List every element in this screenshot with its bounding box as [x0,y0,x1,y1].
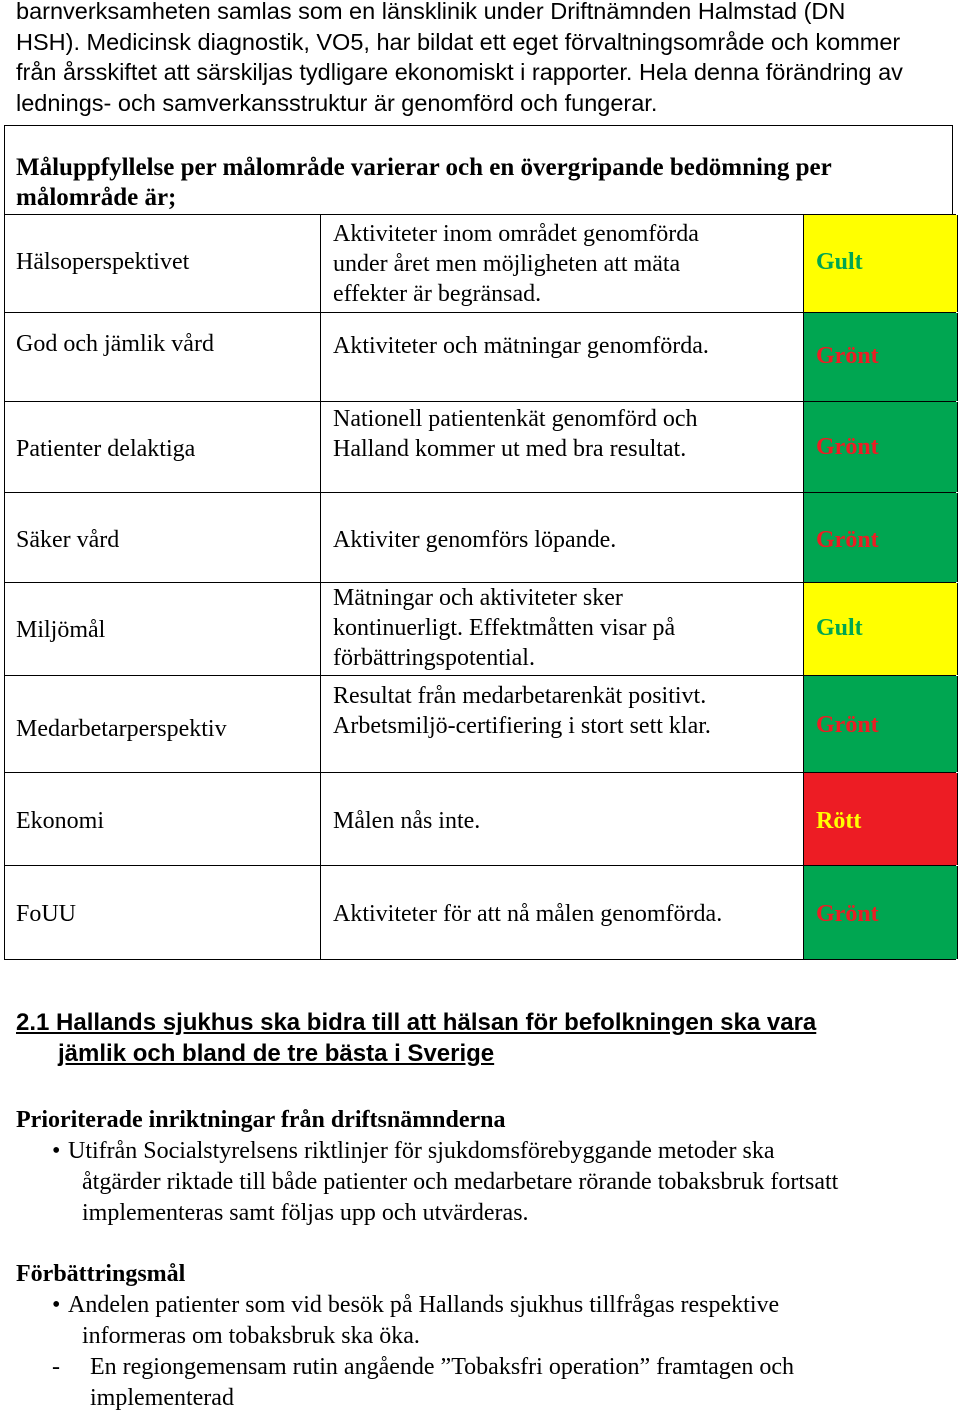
list-item-text: Utifrån Socialstyrelsens riktlinjer för sjukdomsförebyggande metoder ska [68,1138,775,1164]
list-item [16,1290,951,1321]
area-label: Patienter delaktiga [16,436,196,462]
section-heading-line: jämlik och bland de tre bästa i Sverige [58,1040,495,1067]
status-cell-gult [803,583,958,675]
area-label: Hälsoperspektivet [16,249,190,275]
prioriterade-title: Prioriterade inriktningar från driftsnämnderna [16,1107,506,1133]
list-item-text: implementeras samt följas upp och utvärderas. [82,1200,529,1226]
description-line: under året men möjligheten att mäta [333,251,681,277]
assessment-title-line: målområde är; [16,184,177,211]
description-line: förbättringspotential. [333,645,535,671]
table-row [4,866,956,960]
table-row [4,402,956,493]
description-line: Arbetsmiljö-certifiering i stort sett klar. [333,713,711,739]
status-cell-gult [803,215,958,312]
forbattring-list [16,1290,951,1414]
description-cell [320,313,803,401]
description-line: Aktiviter genomförs löpande. [333,527,617,553]
description-cell [320,866,803,959]
intro-paragraph [16,0,951,118]
area-label: Miljömål [16,617,106,643]
status-cell-gront [803,866,958,959]
list-item-text: informeras om tobaksbruk ska öka. [82,1323,420,1349]
status-label: Grönt [816,434,879,460]
area-cell [5,866,319,959]
list-item-continuation [16,1198,951,1229]
description-line: Resultat från medarbetarenkät positivt. [333,683,707,709]
status-label: Grönt [816,527,879,553]
description-line: effekter är begränsad. [333,281,542,307]
description-line: Målen nås inte. [333,808,481,834]
area-label: Säker vård [16,527,120,553]
area-label: God och jämlik vård [16,331,214,357]
list-item-text: åtgärder riktade till både patienter och medarbetare rörande tobaksbruk fortsatt [82,1169,839,1195]
status-label: Gult [816,249,863,275]
area-cell [5,583,319,675]
list-item-text: Andelen patienter som vid besök på Hallands sjukhus tillfrågas respektive [68,1292,780,1318]
description-line: Aktiviteter för att nå målen genomförda. [333,901,723,927]
description-line: Nationell patientenkät genomförd och [333,406,698,432]
area-cell [5,402,319,492]
description-cell [320,402,803,492]
status-label: Grönt [816,343,879,369]
area-cell [5,215,319,312]
bullet-icon: • [52,1138,61,1164]
description-cell [320,773,803,865]
description-line: Halland kommer ut med bra resultat. [333,436,687,462]
forbattring-section [16,1259,951,1414]
list-item-continuation [16,1167,951,1198]
list-item [16,1352,951,1383]
dash-marker: - [52,1354,60,1380]
description-cell [320,676,803,772]
area-label: FoUU [16,901,77,927]
status-label: Grönt [816,712,879,738]
table-row [4,313,956,402]
description-line: Aktiviteter och mätningar genomförda. [333,333,709,359]
assessment-title-line: Måluppfyllelse per målområde varierar och en övergripande bedömning per [16,154,832,181]
table-row [4,493,956,583]
table-row [4,676,956,773]
forbattring-title: Förbättringsmål [16,1261,186,1287]
section-heading-line: 2.1 Hallands sjukhus ska bidra till att hälsan för befolkningen ska vara [16,1009,817,1036]
status-cell-gront [803,402,958,492]
intro-line: barnverksamheten samlas som en länsklinik under Driftnämnden Halmstad (DN [16,0,846,24]
status-cell-gront [803,676,958,772]
description-cell [320,215,803,312]
intro-line: från årsskiftet att särskiljas tydligare ekonomiskt i rapporter. Hela denna förändring av [16,59,903,85]
assessment-title [16,153,936,213]
description-line: Aktiviteter inom området genomförda [333,221,699,247]
list-item-continuation [16,1383,951,1414]
status-label: Gult [816,615,863,641]
list-item [16,1136,951,1167]
area-cell [5,676,319,772]
bullet-icon: • [52,1292,61,1318]
status-cell-rott [803,773,958,865]
status-label: Grönt [816,901,879,927]
list-item-text: En regiongemensam rutin angående ”Tobaksfri operation” framtagen och [90,1354,795,1380]
list-item-text: implementerad [90,1385,234,1411]
prioriterade-section [16,1105,951,1229]
status-cell-gront [803,493,958,582]
section-heading [16,1007,951,1069]
description-line: Mätningar och aktiviteter sker [333,585,623,611]
prioriterade-list [16,1136,951,1229]
description-line: kontinuerligt. Effektmåtten visar på [333,615,676,641]
intro-line: lednings- och samverkansstruktur är genomförd och fungerar. [16,89,658,116]
list-item-continuation [16,1321,951,1352]
assessment-table [4,214,956,960]
status-label: Rött [816,808,862,834]
area-label: Ekonomi [16,808,104,834]
area-cell [5,493,319,582]
assessment-box [4,125,953,215]
table-row [4,214,956,313]
area-cell [5,313,319,401]
description-cell [320,493,803,582]
intro-line: HSH). Medicinsk diagnostik, VO5, har bildat ett eget förvaltningsområde och kommer [16,28,901,55]
description-cell [320,583,803,675]
table-row [4,773,956,866]
status-cell-gront [803,313,958,401]
table-row [4,583,956,676]
area-label: Medarbetarperspektiv [16,716,227,742]
area-cell [5,773,319,865]
